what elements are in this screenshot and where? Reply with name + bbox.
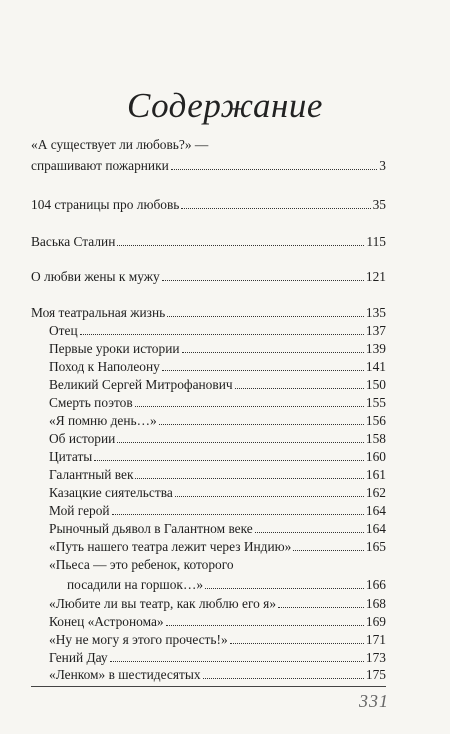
leader-dots: [181, 207, 370, 209]
toc-subentry: [49, 467, 386, 483]
toc-entry-page: 155: [365, 395, 386, 410]
toc-entry-page: 164: [365, 503, 386, 518]
toc-subentry: [49, 596, 386, 612]
toc-entry-title: Об истории: [49, 431, 116, 446]
toc-entry-title: Рыночный дьявол в Галантном веке: [49, 521, 253, 536]
leader-dots: [80, 333, 364, 335]
toc-entry-title: Смерть поэтов: [49, 395, 133, 410]
leader-dots: [135, 477, 363, 479]
toc-entry-page: 173: [365, 650, 386, 665]
toc-subentry: [49, 632, 386, 648]
toc-entry-page: 162: [365, 485, 386, 500]
toc-entry-page: 141: [365, 359, 386, 374]
toc-subentry: [49, 323, 386, 339]
toc-subentry: [49, 667, 386, 683]
toc-subentry: [49, 614, 386, 630]
toc-entry-title: «Я помню день…»: [49, 413, 157, 428]
toc-entry-title: Васька Сталин: [31, 234, 116, 249]
toc-entry-page: 161: [365, 467, 386, 482]
leader-dots: [182, 351, 364, 353]
leader-dots: [159, 423, 364, 425]
toc-entry-title: «Любите ли вы театр, как люблю его я»: [49, 596, 277, 611]
leader-dots: [230, 642, 364, 644]
toc-entry: [31, 305, 386, 321]
leader-dots: [112, 513, 364, 515]
toc-entry-title: «Ну не могу я этого прочесть!»: [49, 632, 228, 647]
toc-entry-page: 135: [365, 305, 386, 320]
toc-subentry: [49, 650, 386, 666]
toc-entry-page: 156: [365, 413, 386, 428]
leader-dots: [110, 660, 364, 662]
toc-entry-title: 104 страницы про любовь: [31, 197, 180, 212]
toc-entry-title: спрашивают пожарники: [31, 158, 169, 173]
toc-entry-page: 115: [366, 234, 386, 249]
toc-entry-page: 137: [365, 323, 386, 338]
leader-dots: [162, 369, 364, 371]
toc-entry-title: Цитаты: [49, 449, 93, 464]
toc-subentry: [49, 503, 386, 519]
toc-subentry: [49, 485, 386, 501]
leader-dots: [167, 315, 364, 317]
page-number: 331: [359, 691, 389, 711]
toc-entry-title: Поход к Наполеону: [49, 359, 160, 374]
toc-entry: [31, 269, 386, 285]
leader-dots: [117, 441, 364, 443]
toc-entry-title: Казацкие сиятельства: [49, 485, 173, 500]
toc-entry: [31, 197, 386, 213]
toc-subentry: [49, 341, 386, 357]
toc-entry-page: 175: [365, 667, 386, 682]
toc-entry-page: 166: [365, 577, 386, 592]
leader-dots: [293, 549, 364, 551]
toc-entry-page: 121: [365, 269, 386, 284]
toc-subentry: [49, 377, 386, 393]
toc-entry-title: Мой герой: [49, 503, 110, 518]
toc-entry-line: «А существует ли любовь?» —: [31, 137, 209, 152]
toc-entry: [31, 158, 386, 174]
toc-entry-title: Конец «Астронома»: [49, 614, 164, 629]
toc-subentry: [49, 395, 386, 411]
leader-dots: [203, 677, 364, 679]
toc-entry-page: 165: [365, 539, 386, 554]
toc-entry-page: 3: [379, 158, 386, 173]
leader-dots: [117, 244, 364, 246]
toc-entry-title: Моя театральная жизнь: [31, 305, 166, 320]
toc-subentry: [49, 449, 386, 465]
leader-dots: [278, 606, 364, 608]
toc-subentry: [49, 577, 386, 593]
toc-subentry: [49, 539, 386, 555]
toc-entry-page: 168: [365, 596, 386, 611]
toc-entry-page: 164: [365, 521, 386, 536]
toc-entry-page: 169: [365, 614, 386, 629]
toc-entry-title: Первые уроки истории: [49, 341, 180, 356]
toc-entry-title: «Путь нашего театра лежит через Индию»: [49, 539, 292, 554]
toc-subentry: [49, 359, 386, 375]
leader-dots: [162, 279, 364, 281]
leader-dots: [205, 587, 364, 589]
toc-entry-title: Гений Дау: [49, 650, 108, 665]
toc-entry-title: посадили на горшок…»: [67, 577, 204, 592]
footer-rule: [31, 686, 386, 687]
toc-entry-page: 158: [365, 431, 386, 446]
leader-dots: [166, 624, 364, 626]
leader-dots: [94, 459, 364, 461]
leader-dots: [175, 495, 364, 497]
toc-entry-line: «Пьеса — это ребенок, которого: [49, 557, 234, 572]
toc-entry-page: 171: [365, 632, 386, 647]
toc-entry-title: Великий Сергей Митрофанович: [49, 377, 233, 392]
toc-entry-page: 150: [365, 377, 386, 392]
toc-entry-title: «Ленком» в шестидесятых: [49, 667, 201, 682]
page-title: Содержание: [127, 86, 323, 125]
leader-dots: [171, 168, 378, 170]
toc-entry-title: О любви жены к мужу: [31, 269, 160, 284]
leader-dots: [255, 531, 364, 533]
toc-subentry: [49, 431, 386, 447]
toc-entry-page: 160: [365, 449, 386, 464]
leader-dots: [135, 405, 364, 407]
toc-entry-page: 139: [365, 341, 386, 356]
toc-entry-page: 35: [372, 197, 386, 212]
toc-entry: [31, 234, 386, 250]
toc-entry-title: Отец: [49, 323, 78, 338]
toc-subentry: [49, 521, 386, 537]
toc-entry-title: Галантный век: [49, 467, 134, 482]
leader-dots: [235, 387, 364, 389]
toc-subentry: [49, 413, 386, 429]
